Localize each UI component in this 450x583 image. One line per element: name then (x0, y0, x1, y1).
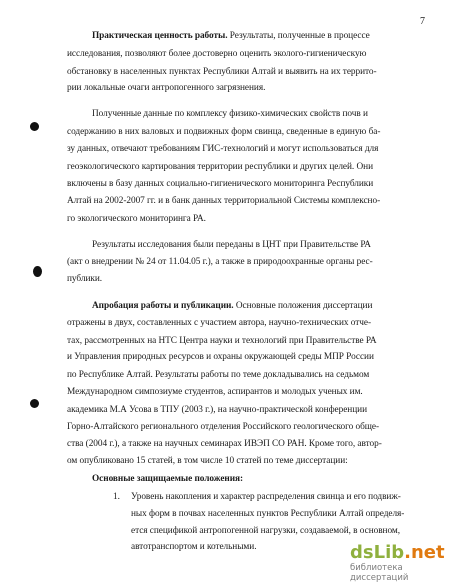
approbation-first-line: Основные положения диссертации (233, 301, 373, 311)
database-line: Алтай на 2002-2007 гг. и в банк данных территориальной Системы комплексно- (67, 196, 381, 206)
transfer-line: Результаты исследования были переданы в ЦНТ при Правительстве РА (92, 240, 371, 250)
practical-value-line: исследования, позволяют более достоверно оценить эколого-гигиеническую (67, 49, 367, 59)
database-line: включены в базу данных социально-гигиенического мониторинга Республики (67, 179, 374, 189)
approbation-heading: Апробация работы и публикации. (92, 301, 234, 311)
page-number: 7 (420, 16, 425, 27)
defended-heading: Основные защищаемые положения: (92, 474, 244, 484)
defended-item-line: автотранспортом и котельными. (131, 542, 257, 552)
defended-item-number: 1. (113, 492, 120, 502)
scan-blot (30, 122, 39, 131)
practical-value-line: рии локальные очаги антропогенного загрязнения. (67, 83, 266, 93)
practical-value-first-line: Результаты, полученные в процессе (227, 31, 370, 41)
approbation-line: тах, рассмотренных на НТС Центра науки и технологий при Правительстве РА (67, 336, 377, 346)
approbation-line: академика М.А Усова в ТПУ (2003 г.), на научно-практической конференции (67, 405, 367, 415)
watermark-logo (350, 544, 450, 562)
database-line: зу данных, отвечают требованиям ГИС-технологий и могут использоваться для (67, 144, 379, 154)
database-line: геоэкологического картирования территории республики и других целей. Они (67, 162, 373, 172)
database-line: содержанию в них валовых и подвижных форм свинца, сведенные в единую ба- (67, 127, 381, 137)
defended-item-line: ных форм в почвах населенных пунктов Республики Алтай определя- (131, 509, 405, 519)
practical-value-line-1 (92, 30, 370, 42)
approbation-line: ства (2004 г.), а также на научных семинарах ИВЭП СО РАН. Кроме того, автор- (67, 439, 382, 449)
transfer-line: (акт о внедрении № 24 от 11.04.05 г.), а также в природоохранные органы рес- (67, 257, 373, 267)
approbation-line-1 (92, 300, 372, 312)
watermark (350, 544, 450, 583)
watermark-logo-accent: .net (404, 542, 445, 563)
transfer-line: публики. (67, 274, 103, 284)
scan-blot (30, 399, 39, 408)
database-line: Полученные данные по комплексу физико-химических свойств почв и (92, 109, 368, 119)
watermark-subtitle: библиотека диссертаций (350, 563, 409, 583)
approbation-line: ом опубликовано 15 статей, в том числе 10 статей по теме диссертации: (67, 456, 348, 466)
approbation-line: Международном симпозиуме студентов, аспирантов и молодых ученых им. (67, 387, 363, 397)
database-line: го экологического мониторинга РА. (67, 214, 206, 224)
defended-item-line: ется спецификой антропогенной нагрузки, создаваемой, в основном, (131, 526, 401, 536)
approbation-line: Горно-Алтайского регионального отделения Российского геологического обще- (67, 422, 380, 432)
approbation-line: отражены в двух, составленных с участием автора, научно-технических отче- (67, 318, 372, 328)
approbation-line: и Управления природных ресурсов и охраны окружающей среды МПР России (67, 352, 374, 362)
practical-value-heading: Практическая ценность работы. (92, 31, 228, 41)
scan-blot (33, 266, 42, 277)
approbation-line: по Республике Алтай. Результаты работы по теме докладывались на седьмом (67, 370, 370, 380)
practical-value-line: обстановку в населенных пунктах Республики Алтай и выявить на их террито- (67, 67, 377, 77)
watermark-logo-main: dsLib (350, 542, 405, 563)
defended-item-line: Уровень накопления и характер распределения свинца и его подвиж- (131, 492, 401, 502)
